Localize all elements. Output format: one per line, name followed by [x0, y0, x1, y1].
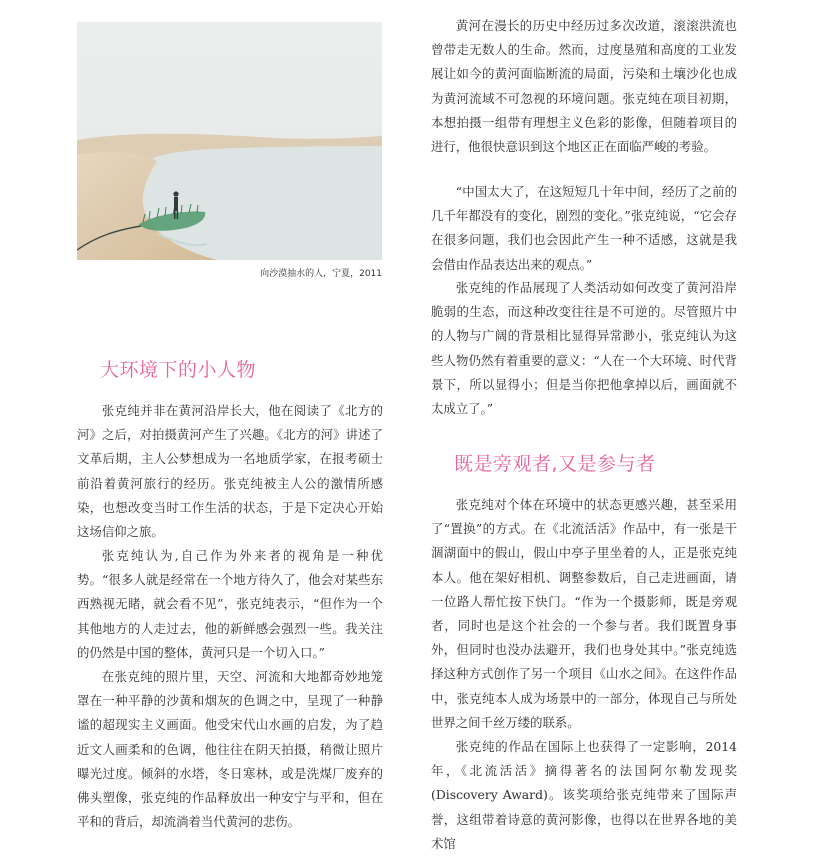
left-paragraph-2: 张克纯认为,自己作为外来者的视角是一种优势。“很多人就是经常在一个地方待久了，他会对某些东西熟视无睹，就会看不见”，张克纯表示，“但作为一个其他地方的人走过去，他的新鲜感会强烈一些。我关注的仍然是中国的整体，黄河只是一个切入口。”: [77, 548, 383, 660]
left-paragraph-3: 在张克纯的照片里，天空、河流和大地都奇妙地笼罩在一种平静的沙黄和烟灰的色调之中，呈现了一种静谧的超现实主义画面。他受宋代山水画的启发，为了趋近文人画柔和的色调，他往往在阴天拍摄，稍微让照片曝光过度。倾斜的水塔，冬日寒林，或是洗煤厂废弃的佛头塑像，张克纯的作品释放出一种安宁与平和，但在平和的背后，却流淌着当代黄河的悲伤。: [77, 669, 383, 830]
photo-man-pumping-water: [77, 22, 382, 260]
right-paragraph-4: 张克纯对个体在环境中的状态更感兴趣，甚至采用了“置换”的方式。在《北流活活》作品中，有一张是干涸湖面中的假山，假山中亭子里坐着的人，正是张克纯本人。他在架好相机、调整参数后，自己走进画面，请一位路人帮忙按下快门。“作为一个摄影师，既是旁观者，同时也是这个社会的一个参与者。我们既置身事外，但同时也没办法避开，我们也身处其中。”张克纯选择这种方式创作了另一个项目《山水之间》。在这件作品中，张克纯本人成为场景中的一部分，体现自己与所处世界之间千丝万缕的联系。: [431, 497, 737, 730]
right-paragraph-5: 张克纯的作品在国际上也获得了一定影响，2014年，《北流活活》摘得著名的法国阿尔勒发现奖(Discovery Award)。该奖项给张克纯带来了国际声誉，这组带着诗意的黄河影像，也得以在世界各地的美术馆: [431, 739, 737, 851]
right-paragraph-2: “中国太大了，在这短短几十年中间，经历了之前的几千年都没有的变化，剧烈的变化。”张克纯说，“它会存在很多问题，我们也会因此产生一种不适感，这就是我会借由作品表达出来的观点。”: [431, 184, 737, 272]
photo-illustration: [77, 22, 382, 260]
section-heading-observer-participant: 既是旁观者,又是参与者: [454, 453, 656, 475]
photo-caption: 向沙漠抽水的人，宁夏，2011: [260, 269, 382, 279]
right-paragraph-3: 张克纯的作品展现了人类活动如何改变了黄河沿岸脆弱的生态，而这种改变往往是不可逆的。尽管照片中的人物与广阔的背景相比显得异常渺小，张克纯认为这些人物仍然有着重要的意义：“人在一个大环境、时代背景下，所以显得小；但是当你把他拿掉以后，画面就不太成立了。”: [431, 280, 737, 417]
right-paragraph-1: 黄河在漫长的历史中经历过多次改道，滚滚洪流也曾带走无数人的生命。然而，过度垦殖和高度的工业发展让如今的黄河面临断流的局面，污染和土壤沙化也成为黄河流域不可忽视的环境问题。张克纯在项目初期，本想拍摄一组带有理想主义色彩的影像，但随着项目的进行，他很快意识到这个地区正在面临严峻的考验。: [431, 18, 737, 155]
section-heading-small-people: 大环境下的小人物: [100, 359, 257, 381]
left-paragraph-1: 张克纯并非在黄河沿岸长大，他在阅读了《北方的河》之后，对拍摄黄河产生了兴趣。《北方的河》讲述了文革后期，主人公梦想成为一名地质学家，在报考硕士前沿着黄河旅行的经历。张克纯被主人公的激情所感染，也想改变当时工作生活的状态，于是下定决心开始这场信仰之旅。: [77, 403, 383, 540]
